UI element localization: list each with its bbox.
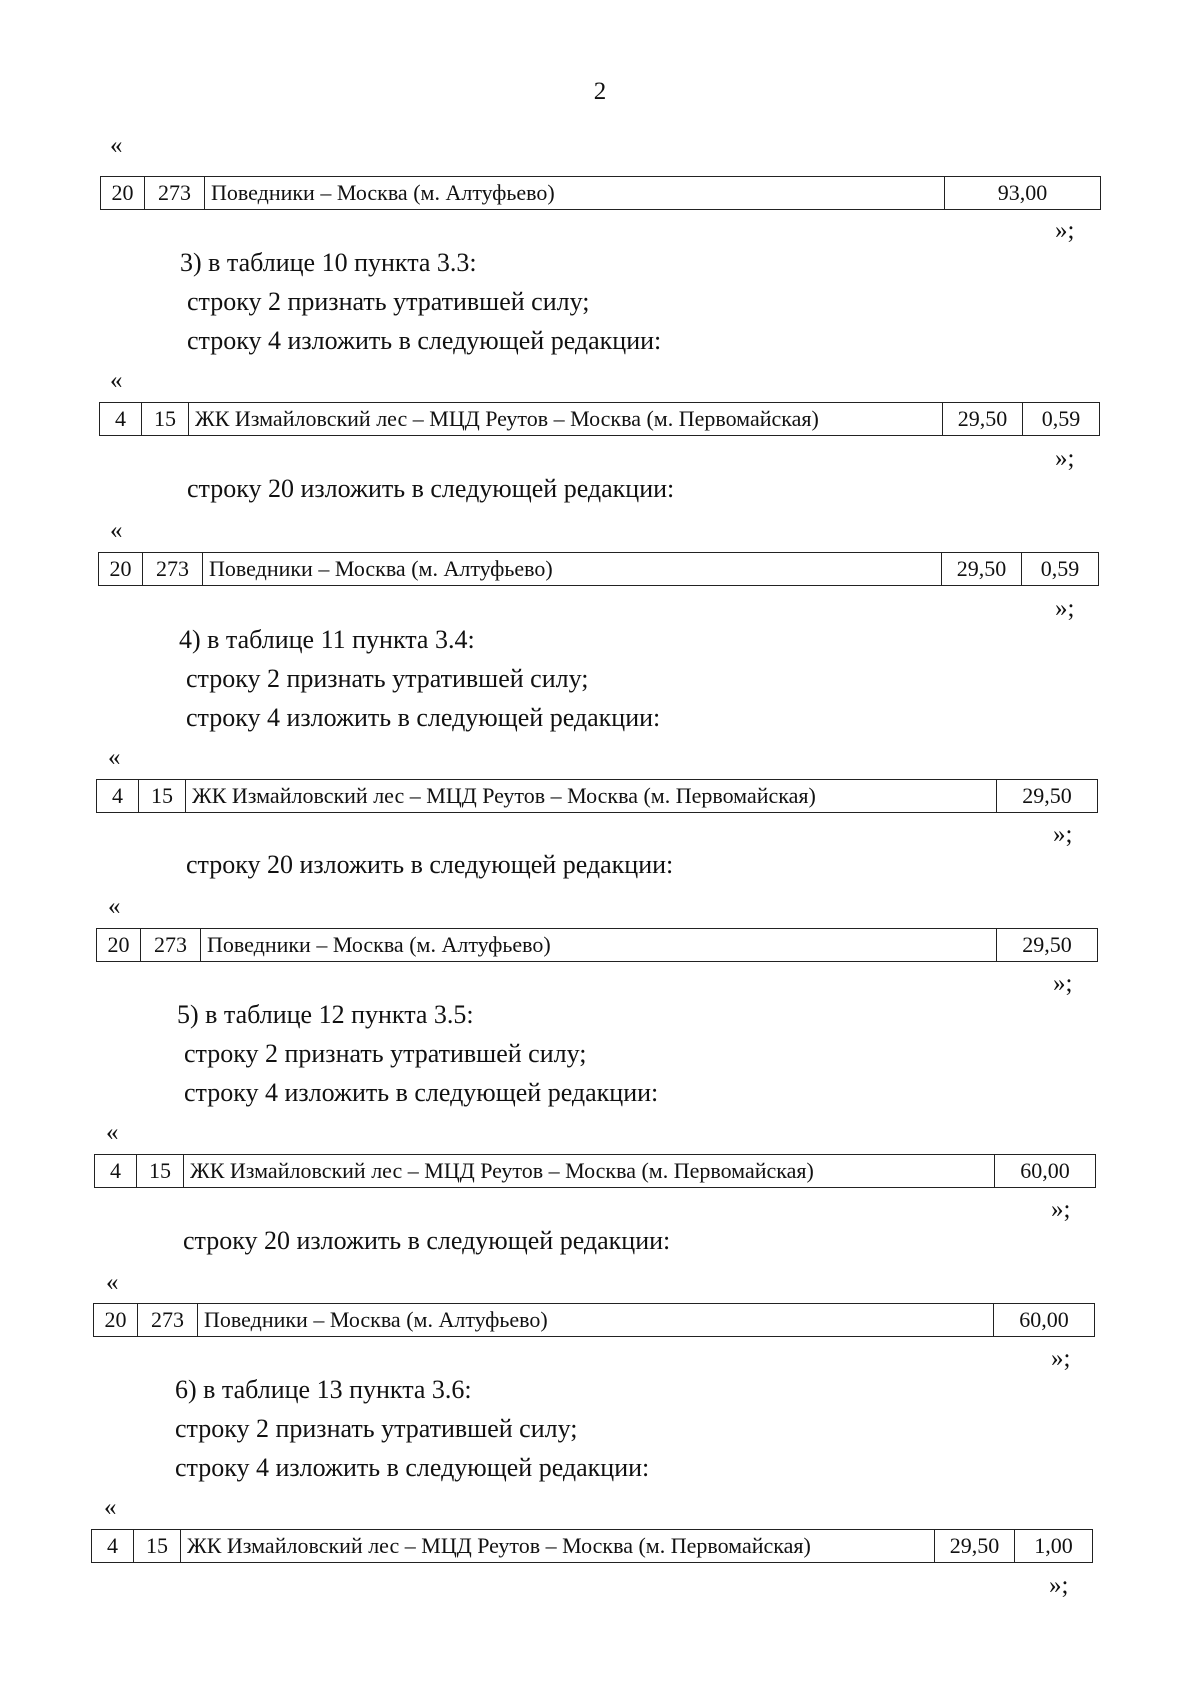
cell-value: 0,59: [1022, 553, 1099, 586]
cell-route-number: 273: [143, 553, 203, 586]
table-row: [96, 928, 1098, 962]
table-row: [99, 402, 1100, 436]
section-heading: 3) в таблице 10 пункта 3.3:: [180, 248, 477, 277]
table-row: [91, 1529, 1093, 1563]
instruction-line: строку 4 изложить в следующей редакции:: [187, 326, 662, 355]
open-quote: «: [104, 1494, 117, 1521]
section-heading: 5) в таблице 12 пункта 3.5:: [177, 1000, 474, 1029]
cell-route-number: 15: [139, 780, 186, 813]
cell-value: 29,50: [997, 929, 1098, 962]
cell-route-number: 273: [145, 177, 205, 210]
instruction-line: строку 4 изложить в следующей редакции:: [184, 1078, 659, 1107]
cell-route-number: 273: [141, 929, 201, 962]
close-quote: »;: [1055, 445, 1075, 472]
close-quote: »;: [1055, 595, 1075, 622]
cell-row-number: 4: [95, 1155, 137, 1188]
cell-route-number: 15: [137, 1155, 184, 1188]
table-row: [93, 1303, 1095, 1337]
cell-row-number: 20: [101, 177, 145, 210]
page-number: 2: [593, 78, 607, 105]
cell-route-number: 15: [142, 403, 189, 436]
close-quote: »;: [1049, 1572, 1069, 1599]
cell-row-number: 4: [97, 780, 139, 813]
cell-row-number: 4: [100, 403, 142, 436]
cell-row-number: 20: [97, 929, 141, 962]
cell-route-name: Поведники – Москва (м. Алтуфьево): [198, 1304, 994, 1337]
cell-row-number: 20: [94, 1304, 138, 1337]
cell-value: 60,00: [995, 1155, 1096, 1188]
cell-route-name: ЖК Измайловский лес – МЦД Реутов – Москва (м. Первомайская): [189, 403, 943, 436]
close-quote: »;: [1053, 821, 1073, 848]
open-quote: «: [106, 1269, 119, 1296]
cell-value: 29,50: [942, 553, 1022, 586]
cell-value: 1,00: [1015, 1530, 1093, 1563]
open-quote: «: [110, 367, 123, 394]
cell-route-name: Поведники – Москва (м. Алтуфьево): [203, 553, 942, 586]
table-row: [96, 779, 1098, 813]
table-row: [94, 1154, 1096, 1188]
cell-route-name: Поведники – Москва (м. Алтуфьево): [201, 929, 997, 962]
section-heading: 4) в таблице 11 пункта 3.4:: [179, 625, 475, 654]
cell-route-name: ЖК Измайловский лес – МЦД Реутов – Москва (м. Первомайская): [181, 1530, 935, 1563]
cell-value: 29,50: [935, 1530, 1015, 1563]
instruction-line: строку 2 признать утратившей силу;: [187, 287, 590, 316]
cell-value: 93,00: [945, 177, 1101, 210]
section-heading: 6) в таблице 13 пункта 3.6:: [175, 1375, 472, 1404]
instruction-line: строку 4 изложить в следующей редакции:: [175, 1453, 650, 1482]
cell-value: 29,50: [997, 780, 1098, 813]
open-quote: «: [106, 1119, 119, 1146]
cell-value: 0,59: [1023, 403, 1100, 436]
cell-row-number: 4: [92, 1530, 134, 1563]
instruction-line: строку 20 изложить в следующей редакции:: [186, 850, 674, 879]
table-row: [98, 552, 1099, 586]
close-quote: »;: [1051, 1345, 1071, 1372]
instruction-line: строку 2 признать утратившей силу;: [175, 1414, 578, 1443]
instruction-line: строку 4 изложить в следующей редакции:: [186, 703, 661, 732]
cell-route-number: 273: [138, 1304, 198, 1337]
open-quote: «: [110, 132, 123, 159]
instruction-line: строку 20 изложить в следующей редакции:: [183, 1226, 671, 1255]
open-quote: «: [108, 744, 121, 771]
instruction-line: строку 20 изложить в следующей редакции:: [187, 474, 675, 503]
instruction-line: строку 2 признать утратившей силу;: [186, 664, 589, 693]
cell-route-name: ЖК Измайловский лес – МЦД Реутов – Москва (м. Первомайская): [186, 780, 997, 813]
close-quote: »;: [1055, 217, 1075, 244]
table-row: [100, 176, 1101, 210]
close-quote: »;: [1051, 1196, 1071, 1223]
instruction-line: строку 2 признать утратившей силу;: [184, 1039, 587, 1068]
cell-value: 60,00: [994, 1304, 1095, 1337]
cell-route-name: Поведники – Москва (м. Алтуфьево): [205, 177, 945, 210]
cell-row-number: 20: [99, 553, 143, 586]
cell-route-number: 15: [134, 1530, 181, 1563]
open-quote: «: [108, 893, 121, 920]
cell-value: 29,50: [943, 403, 1023, 436]
close-quote: »;: [1053, 970, 1073, 997]
cell-route-name: ЖК Измайловский лес – МЦД Реутов – Москва (м. Первомайская): [184, 1155, 995, 1188]
open-quote: «: [110, 517, 123, 544]
